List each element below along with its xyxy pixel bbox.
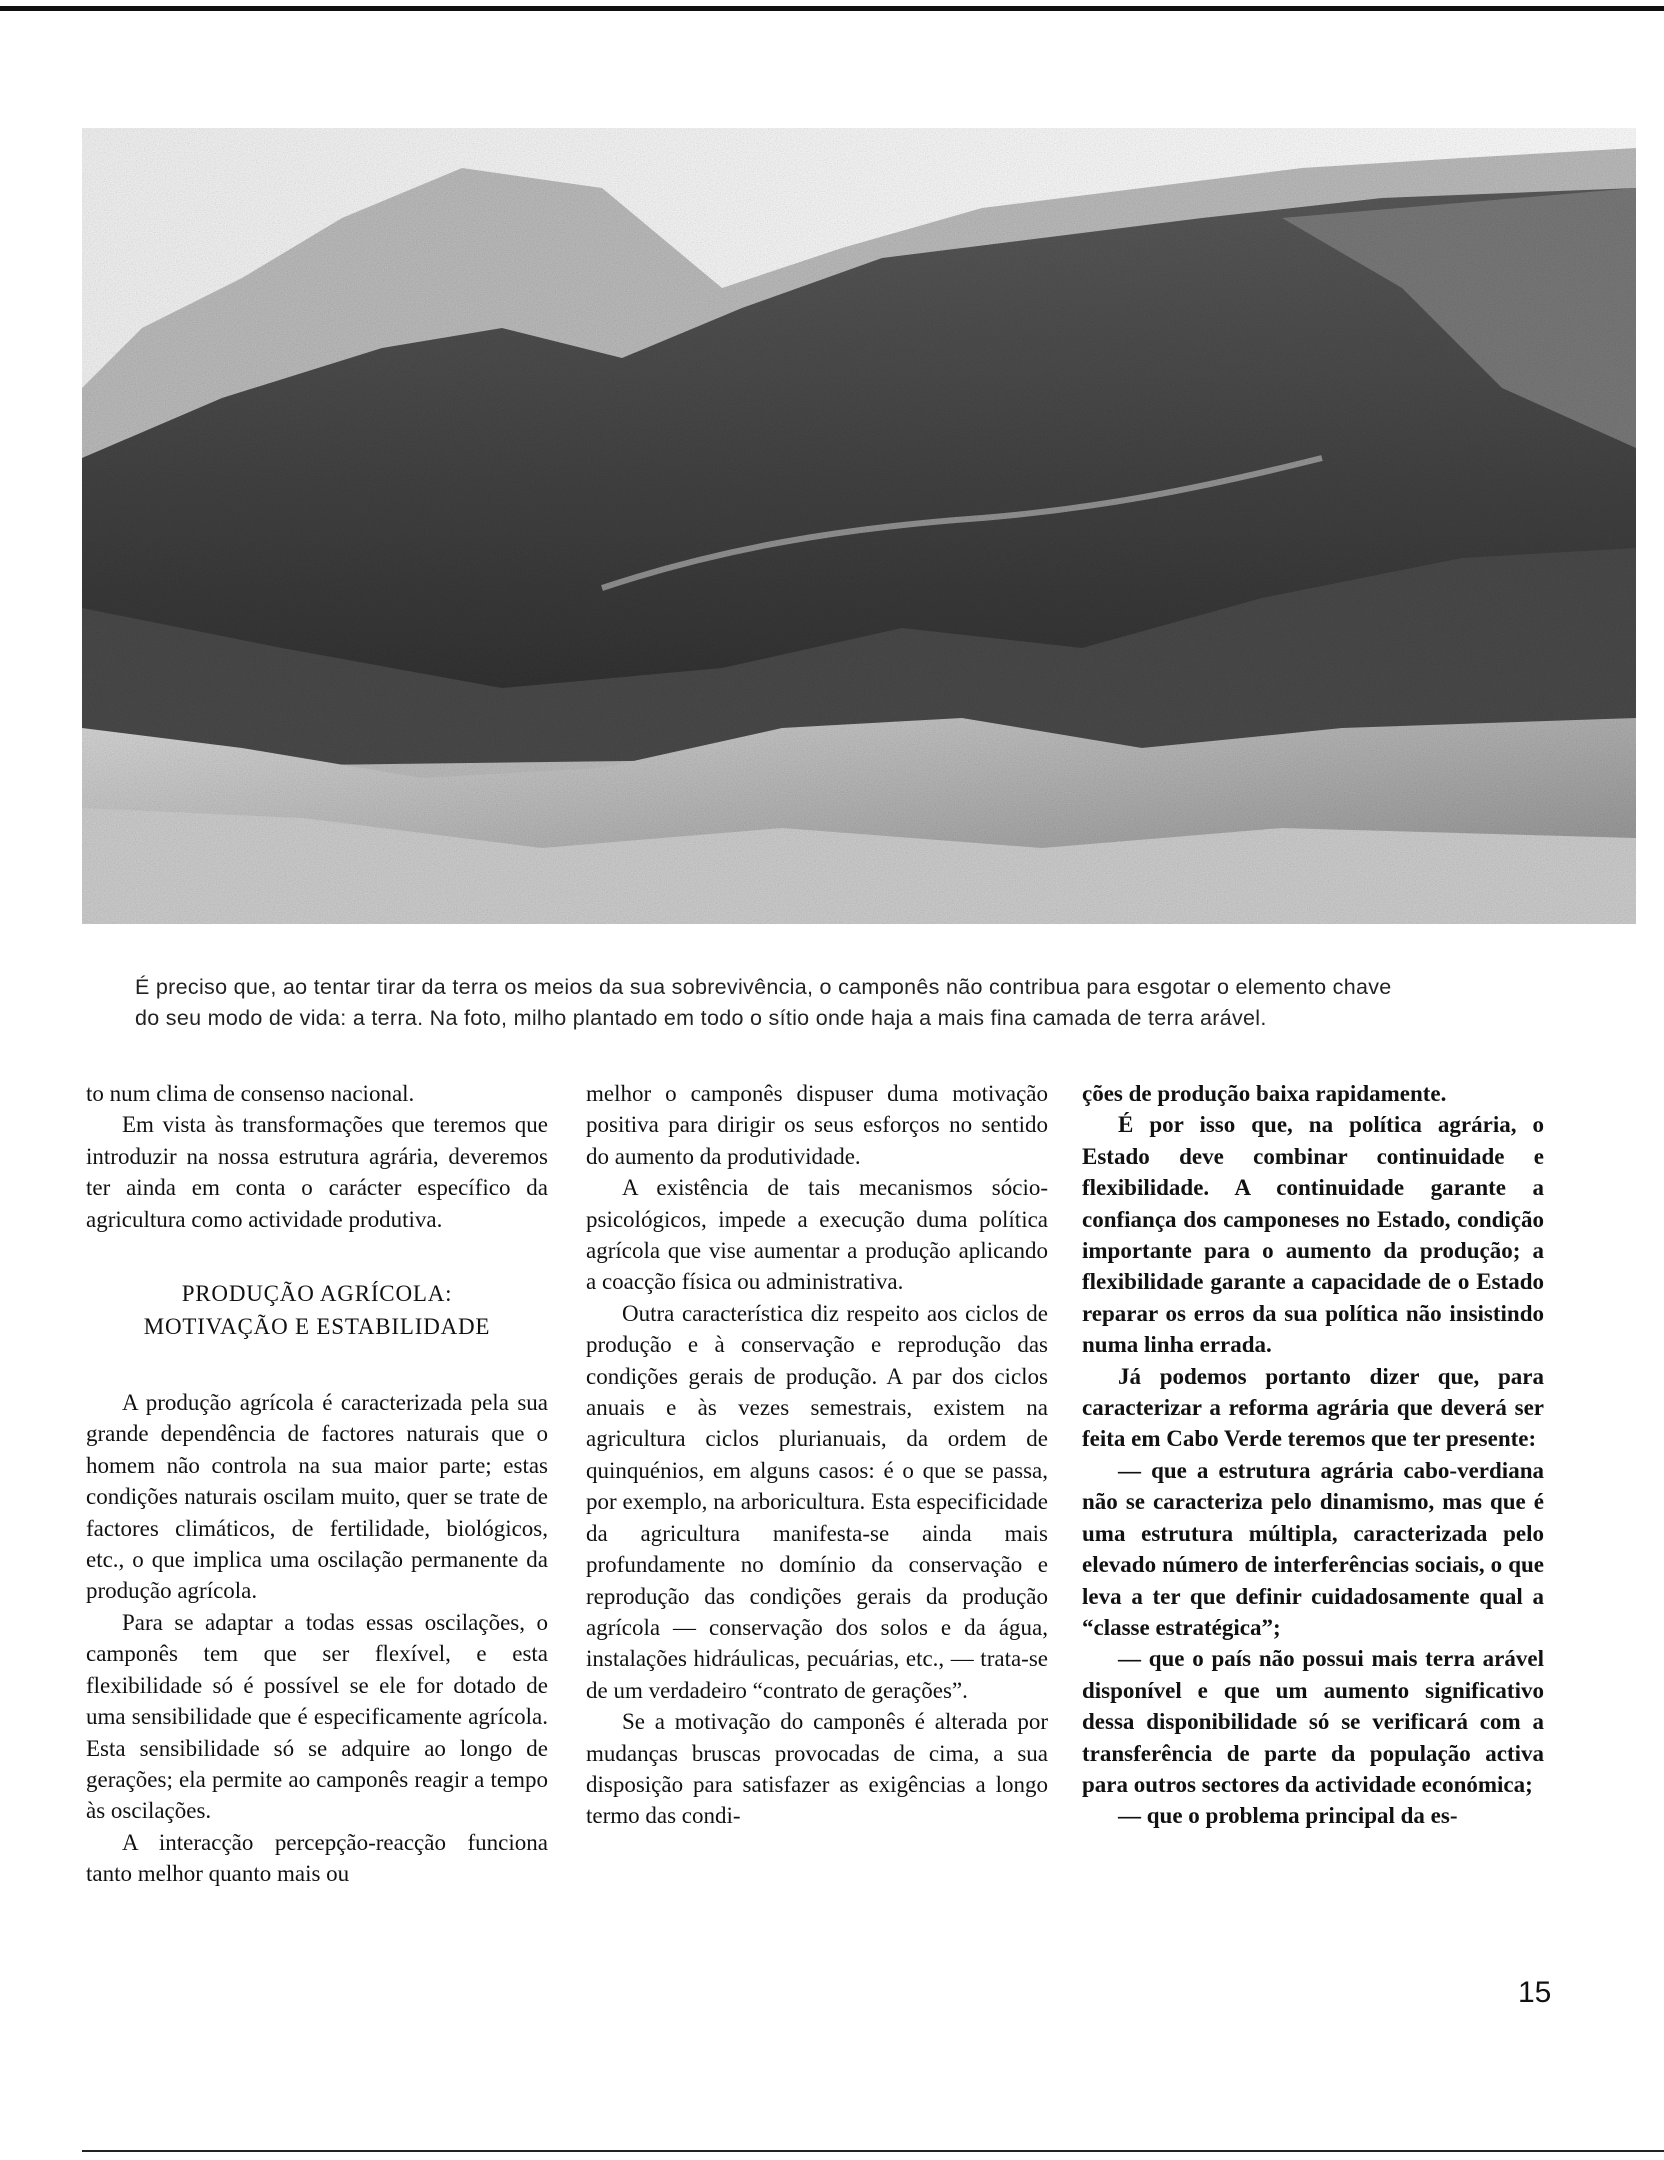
paragraph: melhor o camponês dispuser duma motivação positiva para dirigir os seus esforços no sentido do aumento da produtividade. — [586, 1081, 1048, 1169]
paragraph: to num clima de consenso nacional. — [86, 1081, 415, 1106]
text-column-2 — [586, 1078, 1048, 1832]
text-column-3 — [1082, 1078, 1544, 1832]
paragraph: Se a motivação do camponês é alterada por mudanças bruscas provocadas de cima, a sua disposição para satisfazer as exigências a longo termo das condi- — [586, 1709, 1048, 1829]
paragraph: — que o problema principal da es- — [1118, 1803, 1458, 1829]
mountain-photo-illustration — [82, 128, 1636, 924]
paragraph: É por isso que, na política agrária, o Estado deve combinar continuidade e flexibilidade. A continuidade garante a confiança dos camponeses no Estado, condição importante para o aumento da produção; a flexibilidade garante a capacidade de o Estado reparar os erros da sua política não insistindo numa linha errada. — [1082, 1112, 1544, 1358]
photo-caption — [135, 972, 1575, 1034]
paragraph: A existência de tais mecanismos sócio-psicológicos, impede a execução duma política agrícola que vise aumentar a produção aplicando a coacção física ou administrativa. — [586, 1175, 1048, 1295]
caption-line-1: É preciso que, ao tentar tirar da terra os meios da sua sobrevivência, o camponês não contribua para esgotar o elemento chave — [135, 975, 1392, 999]
section-heading — [86, 1277, 548, 1343]
paragraph: Outra característica diz respeito aos ciclos de produção e à conservação e reprodução das condições gerais de produção. A par dos ciclos anuais e às vezes semestrais, existem na agricultura ciclos plurianuais, da ordem de quinquénios, em alguns casos: é o que se passa, por exemplo, na arboricultura. Esta especificidade da agricultura manifesta-se ainda mais profundamente no domínio da conservação e reprodução das condições gerais da produção agrícola — conservação dos solos e da água, instalações hidráulicas, pecuárias, etc., — trata-se de um verdadeiro “contrato de gerações”. — [586, 1300, 1048, 1703]
paragraph: Já podemos portanto dizer que, para caracterizar a reforma agrária que deverá ser feita em Cabo Verde teremos que ter presente: — [1082, 1363, 1544, 1452]
top-rule — [0, 6, 1664, 11]
paragraph: — que a estrutura agrária cabo-verdiana não se caracteriza pelo dinamismo, mas que é uma estrutura múltipla, caracterizada pelo elevado número de interferências sociais, o que leva a ter que definir cuidadosamente qual a “classe estratégica”; — [1082, 1457, 1544, 1640]
section-heading-line-1: PRODUÇÃO AGRÍCOLA: — [181, 1281, 453, 1307]
text-column-1 — [86, 1078, 548, 1890]
bottom-rule — [82, 2150, 1664, 2152]
paragraph: Para se adaptar a todas essas oscilações, o camponês tem que ser flexível, e esta flexibilidade só é possível se ele for dotado de uma sensibilidade que é especificamente agrícola. Esta sensibilidade só se adquire ao longo de gerações; ela permite ao camponês reagir a tempo às oscilações. — [86, 1609, 548, 1824]
page-number: 15 — [1518, 1976, 1552, 2009]
paragraph: ções de produção baixa rapidamente. — [1082, 1081, 1447, 1106]
paragraph: A produção agrícola é caracterizada pela sua grande dependência de factores naturais que o homem não controla na sua maior parte; estas condições naturais oscilam muito, quer se trate de factores climáticos, de fertilidade, biológicos, etc., o que implica uma oscilação permanente da produção agrícola. — [86, 1390, 548, 1604]
mountain-landscape-photo — [82, 128, 1636, 924]
paragraph: Em vista às transformações que teremos que introduzir na nossa estrutura agrária, deveremos ter ainda em conta o carácter específico da agricultura como actividade produtiva. — [86, 1112, 548, 1232]
caption-line-2: do seu modo de vida: a terra. Na foto, milho plantado em todo o sítio onde haja a mais fina camada de terra arável. — [135, 1006, 1267, 1030]
paragraph: — que o país não possui mais terra arável disponível e que um aumento significativo dessa disponibilidade só se verificará com a transferência de parte da população activa para outros sectores da actividade económica; — [1082, 1646, 1544, 1797]
paragraph: A interacção percepção-reacção funciona tanto melhor quanto mais ou — [86, 1829, 548, 1887]
section-heading-line-2: MOTIVAÇÃO E ESTABILIDADE — [143, 1314, 491, 1340]
